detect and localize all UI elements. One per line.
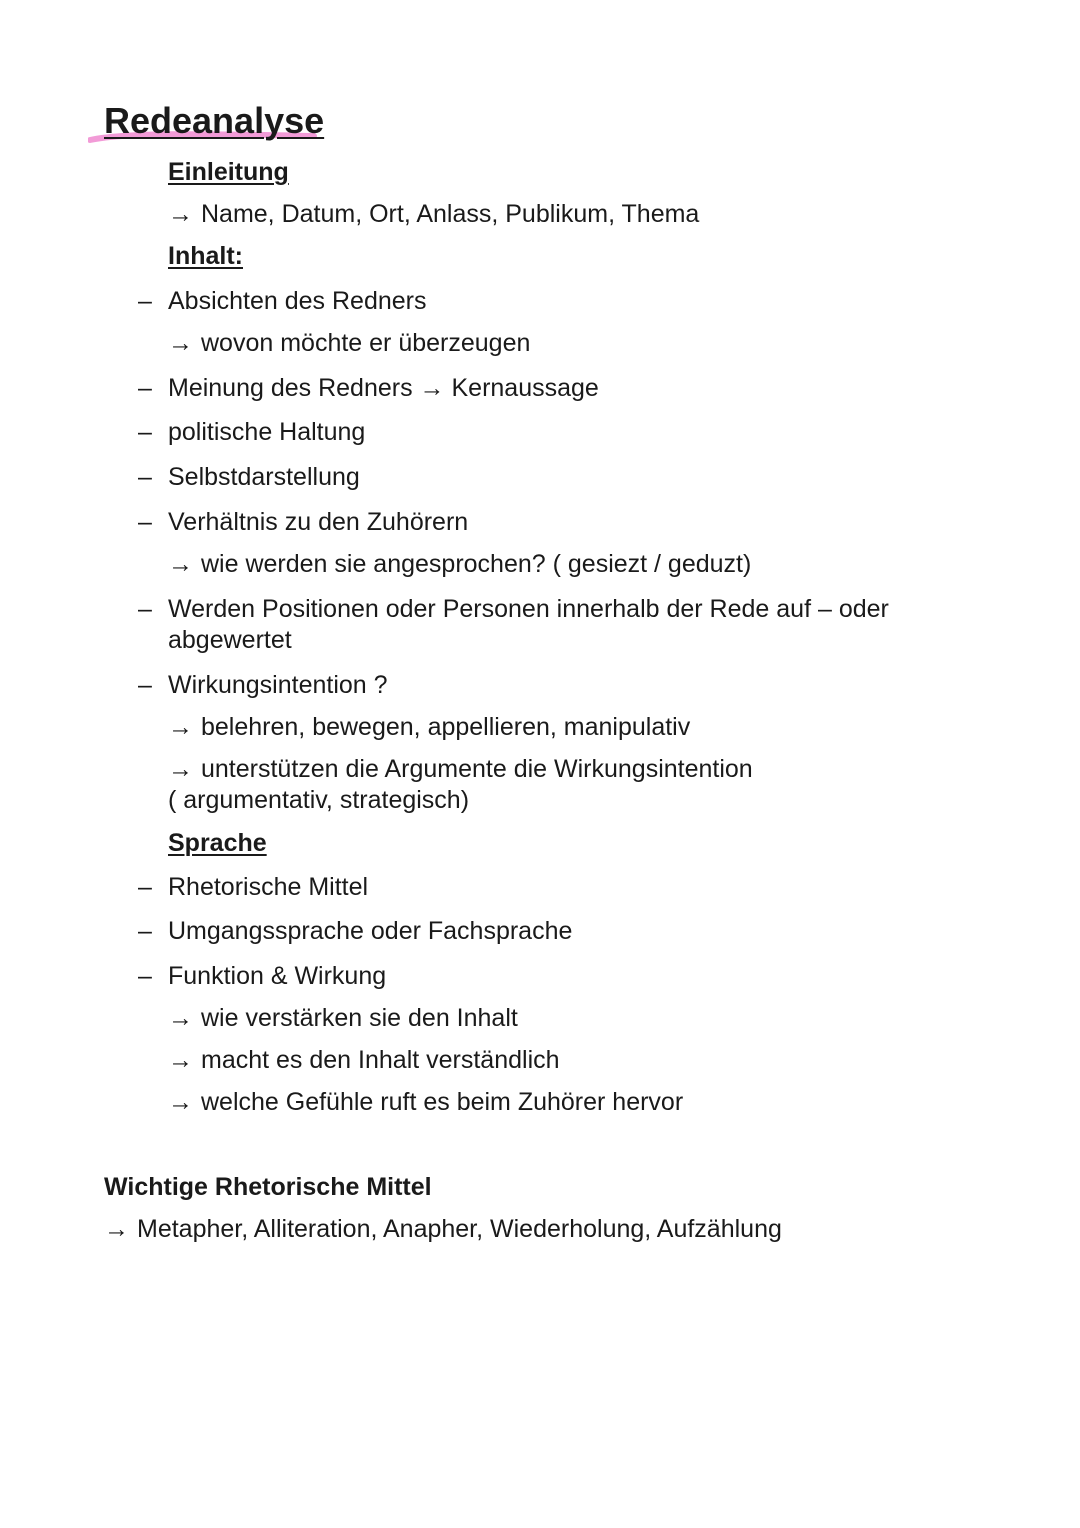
inhalt-item-5-sub-text: wie werden sie angesprochen? ( gesiezt / geduzt) <box>201 550 752 578</box>
sprache-item-3-sub-3-text: welche Gefühle ruft es beim Zuhörer hervor <box>201 1088 684 1116</box>
sprache-heading: Sprache <box>168 829 267 857</box>
bullet-dash: – <box>138 873 152 901</box>
bullet-dash: – <box>138 418 152 446</box>
arrow-icon: → <box>168 550 193 578</box>
inhalt-heading: Inhalt: <box>168 242 243 270</box>
sprache-item-2: Umgangssprache oder Fachsprache <box>168 917 573 945</box>
bullet-dash: – <box>138 374 152 402</box>
arrow-icon: → <box>168 329 193 357</box>
inhalt-item-3: politische Haltung <box>168 418 366 446</box>
bullet-dash: – <box>138 962 152 990</box>
inhalt-item-5-sub <box>168 548 751 580</box>
arrow-icon: → <box>168 755 193 783</box>
arrow-icon: → <box>168 1088 193 1116</box>
einleitung-heading: Einleitung <box>168 158 289 186</box>
einleitung-line <box>168 198 699 230</box>
inhalt-item-6-line-2: abgewertet <box>168 626 292 654</box>
inhalt-item-7-sub-2-line-2: ( argumentativ, strategisch) <box>168 786 470 814</box>
bullet-dash: – <box>138 508 152 536</box>
sprache-item-3-sub-2-text: macht es den Inhalt verständlich <box>201 1046 560 1074</box>
sprache-item-3-sub-1 <box>168 1002 518 1034</box>
sprache-item-3-sub-2 <box>168 1044 560 1076</box>
inhalt-item-7-sub-1-text: belehren, bewegen, appellieren, manipulativ <box>201 713 691 741</box>
page-title: Redeanalyse <box>104 100 325 141</box>
bullet-dash: – <box>138 463 152 491</box>
arrow-icon: → <box>168 200 193 228</box>
sprache-item-3: Funktion & Wirkung <box>168 962 387 990</box>
rhetorische-mittel-list <box>104 1213 782 1245</box>
inhalt-item-7-sub-2-text: unterstützen die Argumente die Wirkungsintention <box>201 755 753 783</box>
sprache-item-3-sub-3 <box>168 1086 683 1118</box>
inhalt-item-2: Meinung des Redners → Kernaussage <box>168 374 599 402</box>
arrow-icon: → <box>168 713 193 741</box>
sprache-item-1: Rhetorische Mittel <box>168 873 369 901</box>
inhalt-item-7-sub-1 <box>168 711 690 743</box>
einleitung-text: Name, Datum, Ort, Anlass, Publikum, Thema <box>201 200 700 228</box>
inhalt-item-5: Verhältnis zu den Zuhörern <box>168 508 469 536</box>
inhalt-item-7-sub-2 <box>168 753 753 785</box>
title-wrap <box>104 100 324 142</box>
inhalt-item-1: Absichten des Redners <box>168 287 427 315</box>
inhalt-item-7: Wirkungsintention ? <box>168 671 388 699</box>
arrow-icon: → <box>168 1004 193 1032</box>
inhalt-item-6-line-1: Werden Positionen oder Personen innerhalb der Rede auf – oder <box>168 595 889 623</box>
sprache-item-3-sub-1-text: wie verstärken sie den Inhalt <box>201 1004 518 1032</box>
bullet-dash: – <box>138 671 152 699</box>
inhalt-item-1-sub-text: wovon möchte er überzeugen <box>201 329 531 357</box>
bullet-dash: – <box>138 917 152 945</box>
rhetorische-mittel-list-text: Metapher, Alliteration, Anapher, Wiederholung, Aufzählung <box>137 1215 782 1243</box>
inhalt-item-1-sub <box>168 327 530 359</box>
bullet-dash: – <box>138 595 152 623</box>
arrow-icon: → <box>104 1215 129 1243</box>
rhetorische-mittel-heading: Wichtige Rhetorische Mittel <box>104 1173 432 1201</box>
bullet-dash: – <box>138 287 152 315</box>
arrow-icon: → <box>168 1046 193 1074</box>
inhalt-item-4: Selbstdarstellung <box>168 463 360 491</box>
